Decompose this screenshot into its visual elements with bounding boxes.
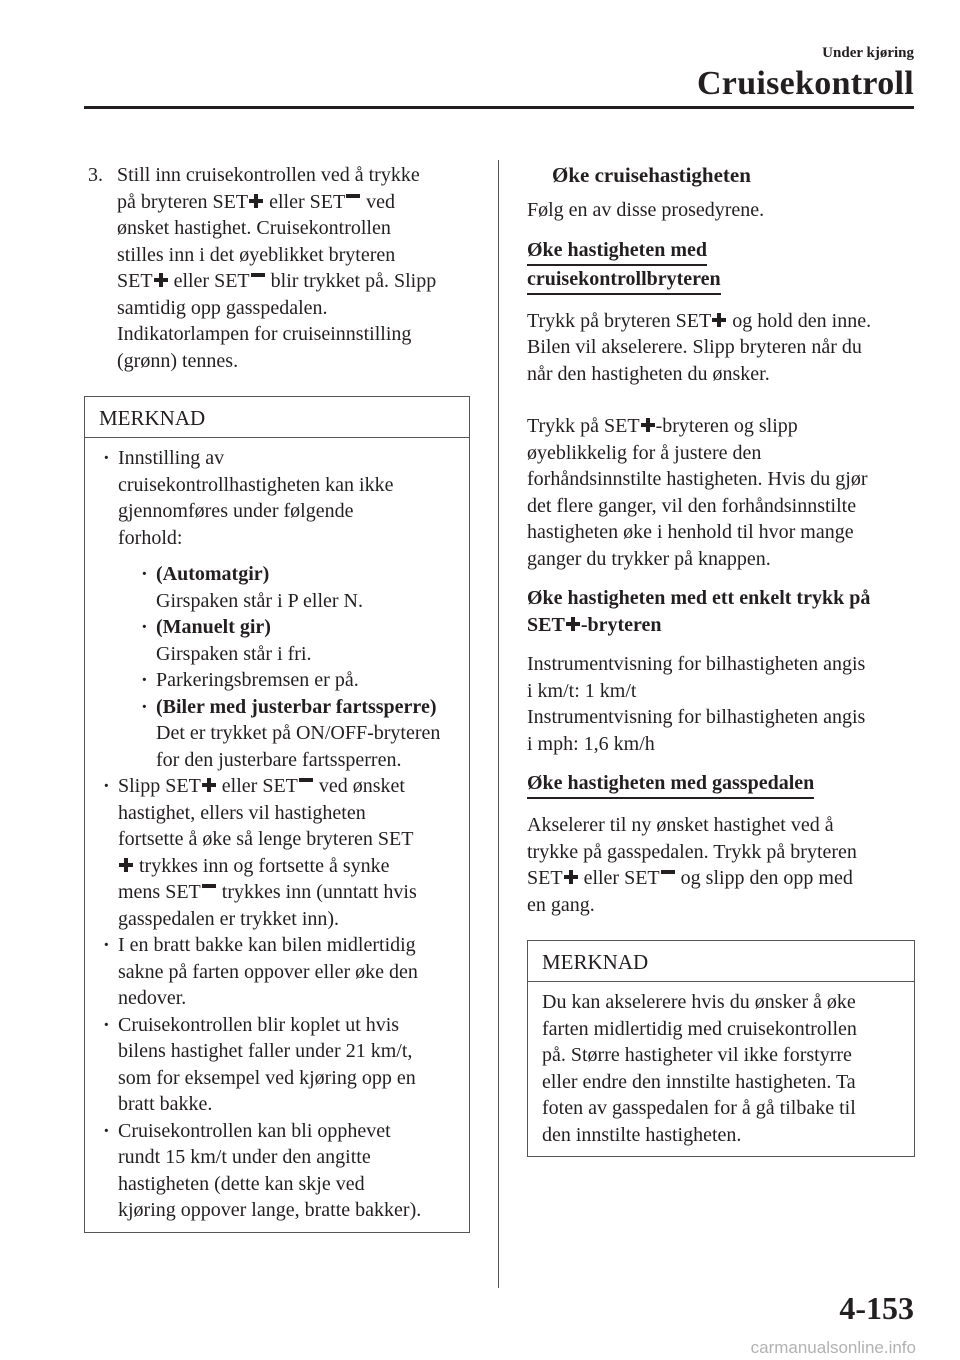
subheading-line: -bryteren xyxy=(580,613,662,636)
text-line: i km/t: 1 km/t xyxy=(527,679,637,702)
plus-icon xyxy=(564,870,578,884)
note-box-left xyxy=(84,396,470,1233)
text-line: Trykk på SET xyxy=(527,415,640,437)
condition-label: (Automatgir) xyxy=(156,563,270,585)
text-line: Det er trykket på ON/OFF-bryteren xyxy=(156,722,441,744)
text-line: eller SET xyxy=(264,190,346,213)
bullet-icon: · xyxy=(103,447,110,469)
text-line: den innstilte hastigheten. xyxy=(542,1123,742,1146)
text-line: på bryteren SET xyxy=(117,190,249,213)
text-line: samtidig opp gasspedalen. xyxy=(117,296,328,319)
text-line: trykkes inn (unntatt hvis xyxy=(216,881,417,903)
page-header xyxy=(697,44,914,104)
minus-icon xyxy=(346,189,360,203)
note-body xyxy=(85,438,469,1232)
text-line: for den justerbare fartssperren. xyxy=(156,748,402,771)
text-line: Girspaken står i fri. xyxy=(156,642,312,665)
text-line: en gang. xyxy=(527,893,595,916)
text-line: Instrumentvisning for bilhastigheten angis xyxy=(527,706,866,728)
paragraph xyxy=(527,651,915,757)
condition-label: (Manuelt gir) xyxy=(156,616,271,638)
text-line: forhold: xyxy=(118,526,183,549)
subheading-line: SET xyxy=(527,613,565,636)
text-line: Instrumentvisning for bilhastigheten angis xyxy=(527,653,866,675)
list-item xyxy=(99,1012,455,1118)
text-line: farten midlertidig med cruisekontrollen xyxy=(542,1017,857,1040)
text-line: gjennomføres under følgende xyxy=(118,500,354,522)
subheading-single-press xyxy=(527,585,915,638)
bullet-icon: · xyxy=(103,1119,110,1142)
bullet-icon: · xyxy=(103,775,110,797)
page-number: 4-153 xyxy=(839,1290,914,1326)
condition-label: (Biler med justerbar fartssperre) xyxy=(156,695,437,718)
bullet-icon: · xyxy=(141,669,148,691)
text-line: fortsette å øke så lenge bryteren SET xyxy=(118,828,414,850)
bullet-icon: · xyxy=(103,1013,110,1036)
minus-icon xyxy=(661,865,675,879)
plus-icon xyxy=(712,313,726,327)
plus-icon xyxy=(119,858,133,872)
text-line: forhåndsinnstilte hastigheten. Hvis du gjør xyxy=(527,468,868,490)
text-line: Akselerer til ny ønsket hastighet ved å xyxy=(527,814,834,836)
text-line: hastigheten øke i henhold til hvor mange xyxy=(527,521,854,543)
subheading-line: cruisekontrollbryteren xyxy=(527,266,721,295)
text-line: ved ønsket xyxy=(313,775,405,797)
subheading-line: Øke hastigheten med xyxy=(527,237,707,266)
subheading-line: Øke hastigheten med ett enkelt trykk på xyxy=(527,587,871,609)
text-line: gasspedalen er trykket inn). xyxy=(118,907,340,930)
text-line: Bilen vil akselerere. Slipp bryteren når du xyxy=(527,336,862,358)
text-line: trykkes inn og fortsette å synke xyxy=(134,854,390,877)
text-line: cruisekontrollhastigheten kan ikke xyxy=(118,473,394,496)
text-line: eller SET xyxy=(578,867,660,889)
note-box-right xyxy=(527,940,915,1157)
text-line: foten av gasspedalen for å gå tilbake til xyxy=(542,1097,856,1119)
text-line: Du kan akselerere hvis du ønsker å øke xyxy=(542,991,856,1013)
left-column xyxy=(84,162,470,1233)
text-line: når den hastigheten du ønsker. xyxy=(527,362,770,385)
list-item xyxy=(99,773,455,932)
list-item xyxy=(99,445,455,551)
step-number: 3. xyxy=(88,164,103,186)
step-3 xyxy=(84,162,470,374)
text-line: sakne på farten oppover eller øke den xyxy=(118,960,418,983)
text-line: bilens hastighet faller under 21 km/t, xyxy=(118,1040,413,1062)
bullet-icon: · xyxy=(141,616,148,638)
text-line: Cruisekontrollen kan bli opphevet xyxy=(118,1119,391,1142)
header-rule xyxy=(84,106,914,109)
minus-icon xyxy=(202,879,216,893)
bullet-icon: · xyxy=(103,934,110,956)
text-line: kjøring oppover lange, bratte bakker). xyxy=(118,1199,422,1221)
text-line: hastigheten (dette kan skje ved xyxy=(118,1172,365,1195)
text-line: SET xyxy=(117,270,153,292)
list-item xyxy=(137,667,455,694)
chapter-title: Cruisekontroll xyxy=(696,65,914,102)
text-line: Trykk på bryteren SET xyxy=(527,309,712,332)
text-line: Still inn cruisekontrollen ved å trykke xyxy=(117,164,420,186)
text-line: stilles inn i det øyeblikket bryteren xyxy=(117,243,396,266)
list-item xyxy=(99,1118,455,1224)
text-line: eller endre den innstilte hastigheten. Ta xyxy=(542,1070,856,1093)
text-line: eller SET xyxy=(216,775,298,797)
text-line: Slipp SET xyxy=(118,775,201,797)
note-body xyxy=(528,982,914,1156)
text-line: Innstilling av xyxy=(118,447,225,469)
text-line: bratt bakke. xyxy=(118,1093,213,1115)
text-line: nedover. xyxy=(118,987,187,1009)
text-line: Parkeringsbremsen er på. xyxy=(156,669,359,691)
text-line: eller SET xyxy=(168,270,250,292)
section-title: Under kjøring xyxy=(822,45,914,61)
plus-icon xyxy=(154,273,168,287)
text-line: Cruisekontrollen blir koplet ut hvis xyxy=(118,1013,400,1036)
plus-icon xyxy=(249,194,263,208)
sub-list xyxy=(99,561,455,773)
bullet-icon: · xyxy=(141,695,148,718)
list-item xyxy=(137,561,455,614)
subheading-line: Øke hastigheten med gasspedalen xyxy=(527,770,814,799)
paragraph xyxy=(527,812,915,918)
text-line: -bryteren og slipp xyxy=(655,415,798,437)
text-line: og hold den inne. xyxy=(727,309,872,332)
minus-icon xyxy=(251,268,265,282)
text-line: på. Større hastigheter vil ikke forstyrre xyxy=(542,1044,852,1066)
text-line: blir trykket på. Slipp xyxy=(265,270,437,292)
text-line: som for eksempel ved kjøring opp en xyxy=(118,1066,416,1089)
text-line: trykke på gasspedalen. Trykk på bryteren xyxy=(527,840,857,863)
bullet-icon: · xyxy=(141,563,148,585)
text-line: og slipp den opp med xyxy=(675,867,853,889)
list-item xyxy=(137,614,455,667)
plus-icon xyxy=(202,778,216,792)
plus-icon xyxy=(566,617,580,631)
paragraph xyxy=(527,308,915,388)
right-column xyxy=(527,162,915,1157)
note-title: MERKNAD xyxy=(528,941,914,982)
text-line: Indikatorlampen for cruiseinnstilling xyxy=(117,323,412,345)
text-line: (grønn) tennes. xyxy=(117,349,239,372)
text-line: Girspaken står i P eller N. xyxy=(156,589,363,612)
paragraph xyxy=(527,413,915,572)
subheading-pedal xyxy=(527,770,915,799)
plus-icon xyxy=(641,418,655,432)
text-line: I en bratt bakke kan bilen midlertidig xyxy=(118,934,416,956)
minus-icon xyxy=(299,773,313,787)
section-heading: Øke cruisehastigheten xyxy=(552,163,751,187)
text-line: mens SET xyxy=(118,881,201,903)
text-line: øyeblikkelig for å justere den xyxy=(527,441,762,464)
intro-text: Følg en av disse prosedyrene. xyxy=(527,199,765,221)
text-line: ved xyxy=(361,190,396,213)
text-line: i mph: 1,6 km/h xyxy=(527,732,655,755)
text-line: SET xyxy=(527,867,563,889)
text-line: det flere ganger, vil den forhåndsinnstilte xyxy=(527,494,857,517)
text-line: ganger du trykker på knappen. xyxy=(527,547,771,570)
note-title: MERKNAD xyxy=(85,397,469,438)
text-line: ønsket hastighet. Cruisekontrollen xyxy=(117,217,391,239)
list-item xyxy=(137,694,455,774)
text-line: hastighet, ellers vil hastigheten xyxy=(118,801,366,824)
list-item xyxy=(99,932,455,1012)
text-line: rundt 15 km/t under den angitte xyxy=(118,1146,371,1168)
subheading-switch xyxy=(527,237,915,295)
column-divider xyxy=(498,160,499,1288)
watermark: carmanualsonline.info xyxy=(750,1338,916,1357)
